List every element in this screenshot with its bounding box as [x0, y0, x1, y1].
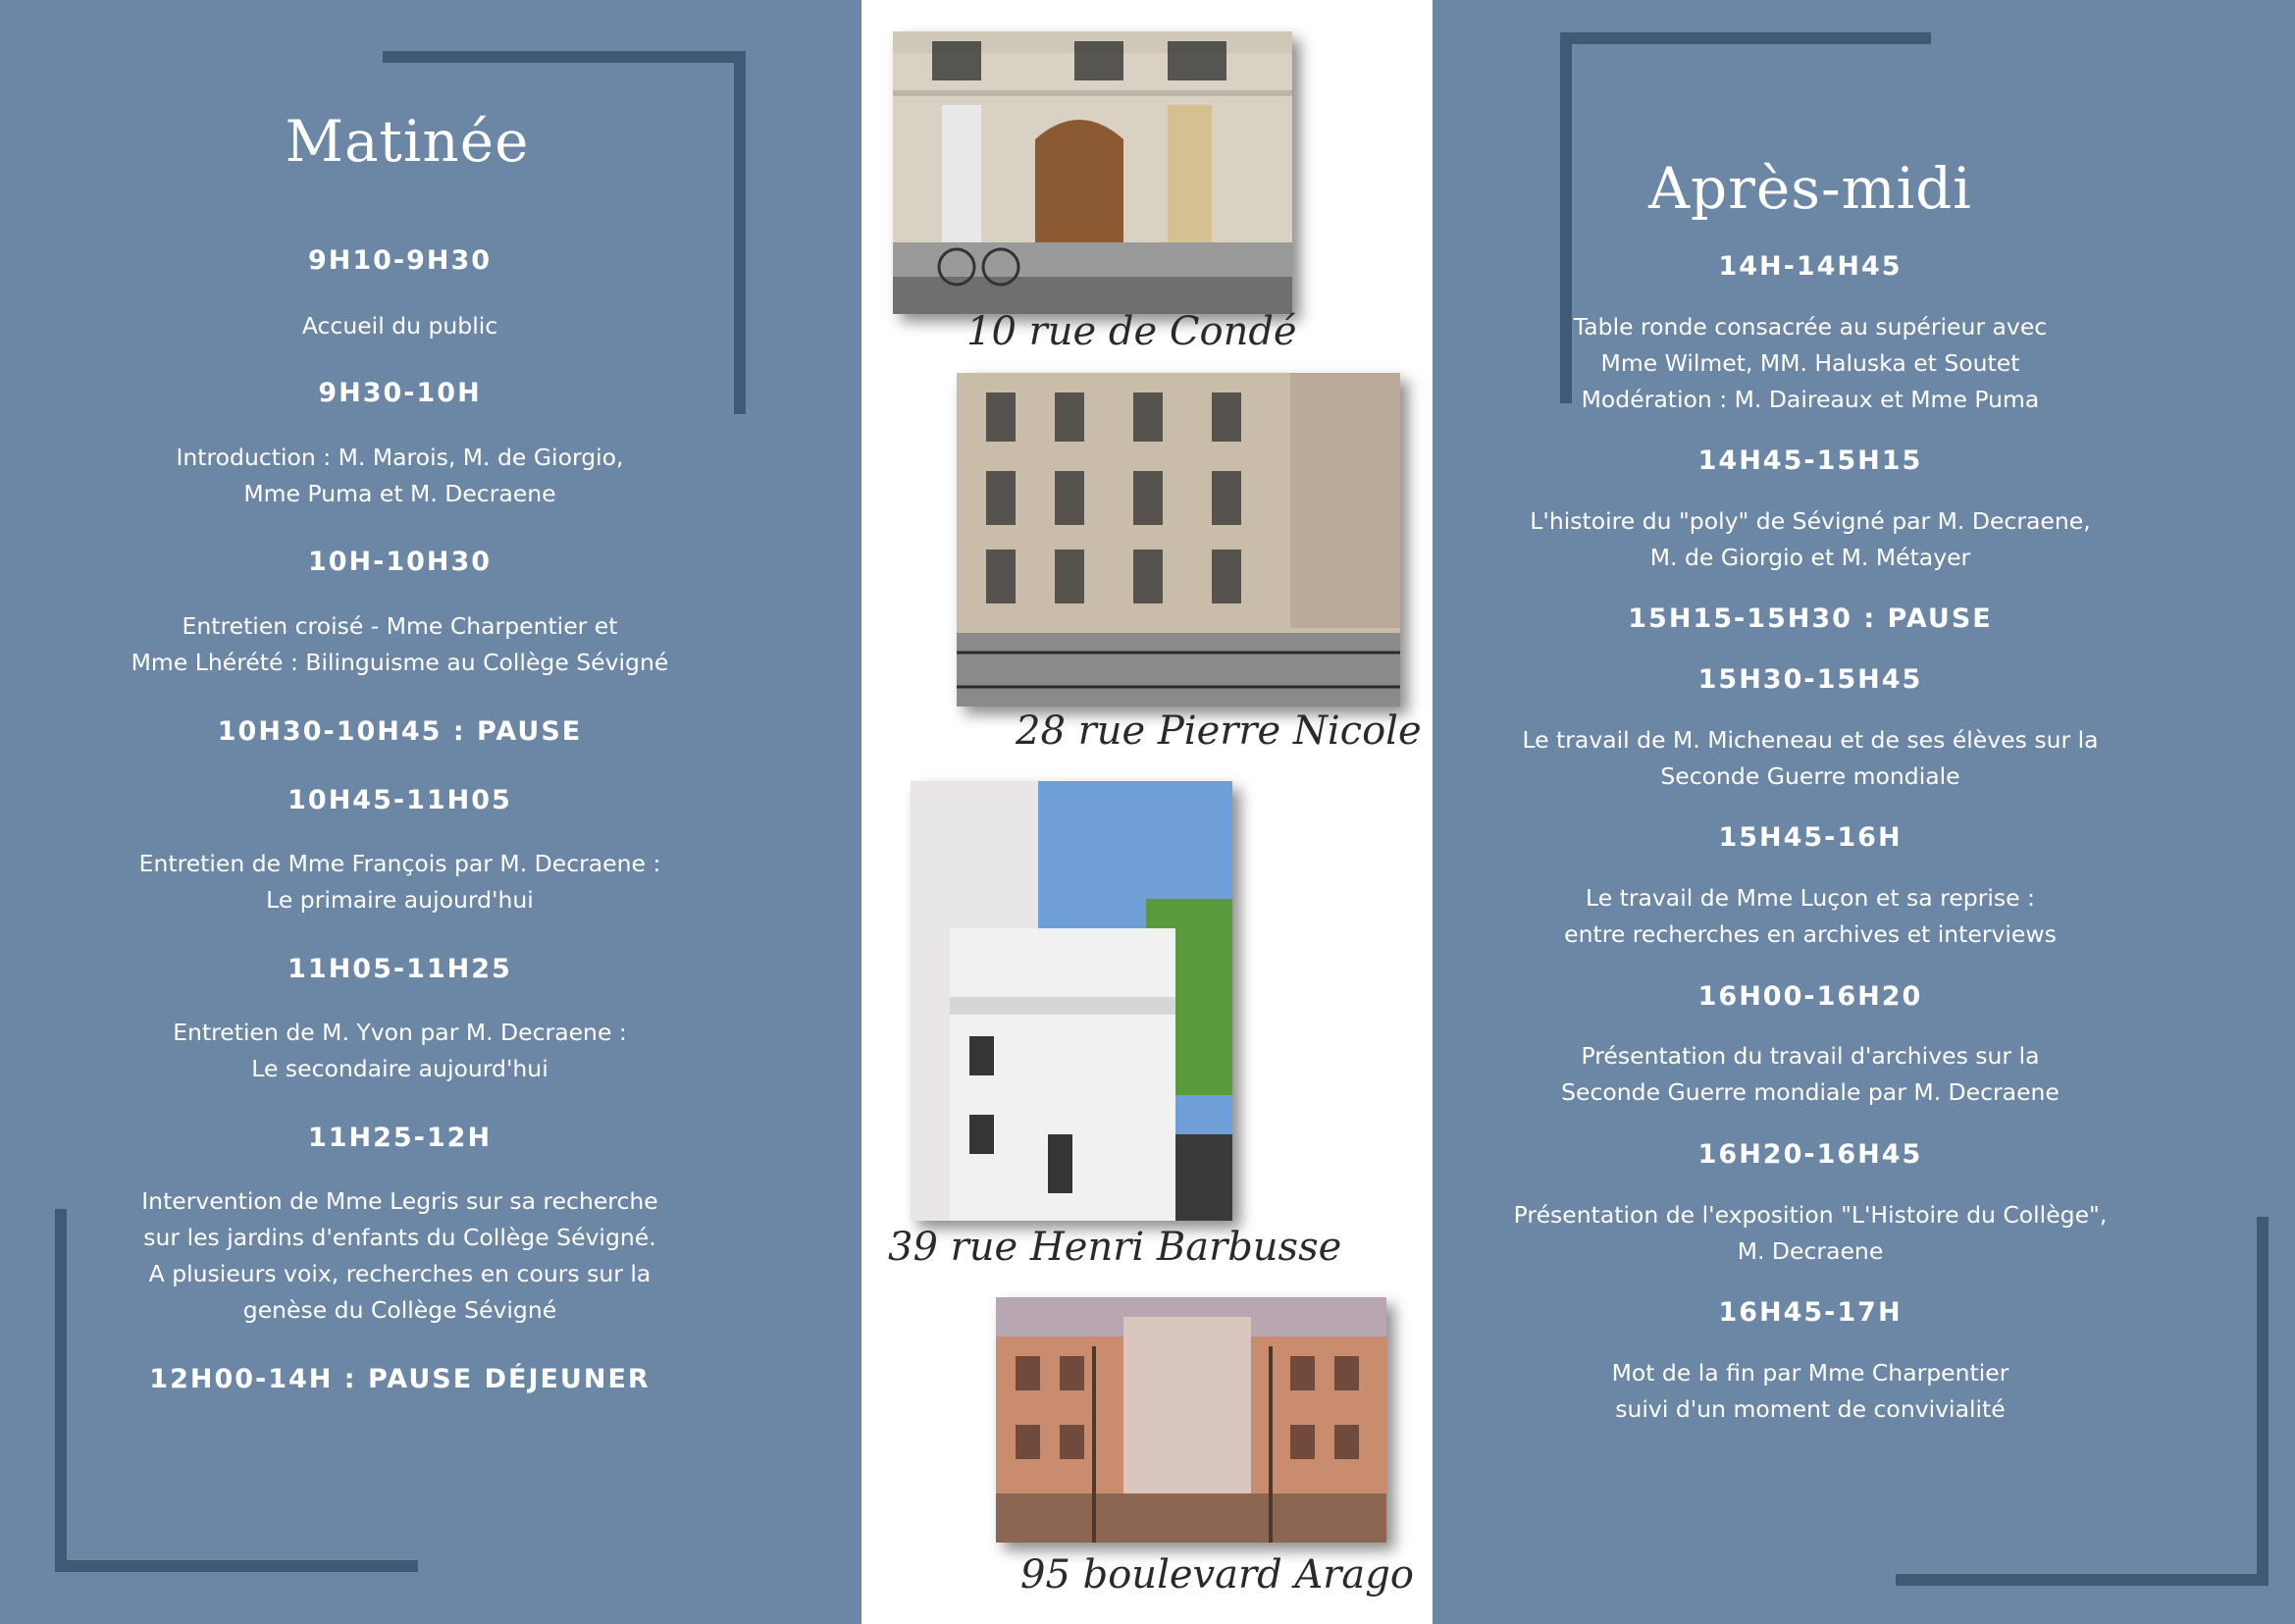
building-barbusse-image [911, 781, 1232, 1221]
time-slot: 14H45-15H15 [1697, 445, 1923, 476]
time-slot: 10H45-11H05 [287, 785, 512, 815]
slot-description: Présentation de l'exposition "L'Histoire du Collège", M. Decraene [1513, 1201, 2108, 1265]
time-slot: 16H00-16H20 [1697, 981, 1923, 1012]
frame-corner-bottom [1896, 1574, 2269, 1586]
slot-description: Présentation du travail d'archives sur la Seconde Guerre mondiale par M. Decraene [1561, 1042, 2060, 1106]
frame-corner-top-side [734, 51, 746, 414]
slot-description: Mot de la fin par Mme Charpentier suivi d'un moment de convivialité [1611, 1359, 2009, 1423]
building-conde-image [893, 31, 1292, 314]
building-pierre-nicole-image [957, 373, 1400, 707]
time-slot: 11H25-12H [307, 1123, 493, 1153]
time-slot: 9H10-9H30 [307, 245, 493, 276]
frame-corner-bottom-side [2257, 1217, 2269, 1586]
time-slot: 9H30-10H [318, 378, 482, 408]
photo-caption: 28 rue Pierre Nicole [1016, 708, 1422, 754]
slot-description: Entretien de M. Yvon par M. Decraene : Le secondaire aujourd'hui [173, 1019, 627, 1082]
time-slot: 15H45-16H [1718, 822, 1903, 853]
slot-description: Entretien croisé - Mme Charpentier et Mme Lhérété : Bilinguisme au Collège Sévigné [130, 612, 669, 676]
lunch-pause-label: 12H00-14H : PAUSE DÉJEUNER [149, 1364, 651, 1394]
time-slot: 15H30-15H45 [1697, 664, 1923, 695]
slot-description: Intervention de Mme Legris sur sa recherche sur les jardins d'enfants du Collège Sévigné. A plusieurs voix, recherches en cours sur la genèse du Collège Sévigné [141, 1187, 658, 1324]
afternoon-panel [1433, 0, 2295, 1624]
pause-label: 15H15-15H30 : PAUSE [1628, 603, 1993, 634]
slot-description: L'histoire du "poly" de Sévigné par M. Decraene, M. de Giorgio et M. Métayer [1530, 507, 2091, 571]
photo-caption: 10 rue de Condé [966, 309, 1297, 354]
photo-caption: 39 rue Henri Barbusse [888, 1225, 1342, 1270]
slot-description: Accueil du public [301, 312, 498, 340]
building-photo-arago [996, 1297, 1386, 1543]
slot-description: Le travail de Mme Luçon et sa reprise : entre recherches en archives et interviews [1564, 884, 2057, 948]
time-slot: 16H20-16H45 [1697, 1139, 1923, 1170]
morning-panel [0, 0, 861, 1624]
time-slot: 16H45-17H [1718, 1297, 1903, 1328]
slot-description: Introduction : M. Marois, M. de Giorgio, Mme Puma et M. Decraene [176, 444, 624, 507]
pause-label: 10H30-10H45 : PAUSE [217, 716, 583, 747]
afternoon-title: Après-midi [1648, 155, 1972, 222]
frame-corner-bottom [55, 1560, 418, 1572]
time-slot: 10H-10H30 [307, 547, 493, 577]
building-arago-image [996, 1297, 1386, 1543]
frame-corner-top [1560, 32, 1931, 44]
slot-description: Le travail de M. Micheneau et de ses élèves sur la Seconde Guerre mondiale [1522, 726, 2099, 790]
slot-description: Entretien de Mme François par M. Decraene : Le primaire aujourd'hui [138, 850, 661, 914]
time-slot: 14H-14H45 [1718, 251, 1903, 282]
frame-corner-top [383, 51, 746, 63]
morning-title: Matinée [285, 108, 530, 175]
building-photo-pierre-nicole [957, 373, 1400, 707]
building-photo-conde [893, 31, 1292, 314]
slot-description: Table ronde consacrée au supérieur avec Mme Wilmet, MM. Haluska et Soutet Modération : M. Daireaux et Mme Puma [1573, 313, 2048, 413]
photo-caption: 95 boulevard Arago [1020, 1552, 1414, 1598]
time-slot: 11H05-11H25 [287, 954, 512, 984]
building-photo-barbusse [911, 781, 1232, 1221]
